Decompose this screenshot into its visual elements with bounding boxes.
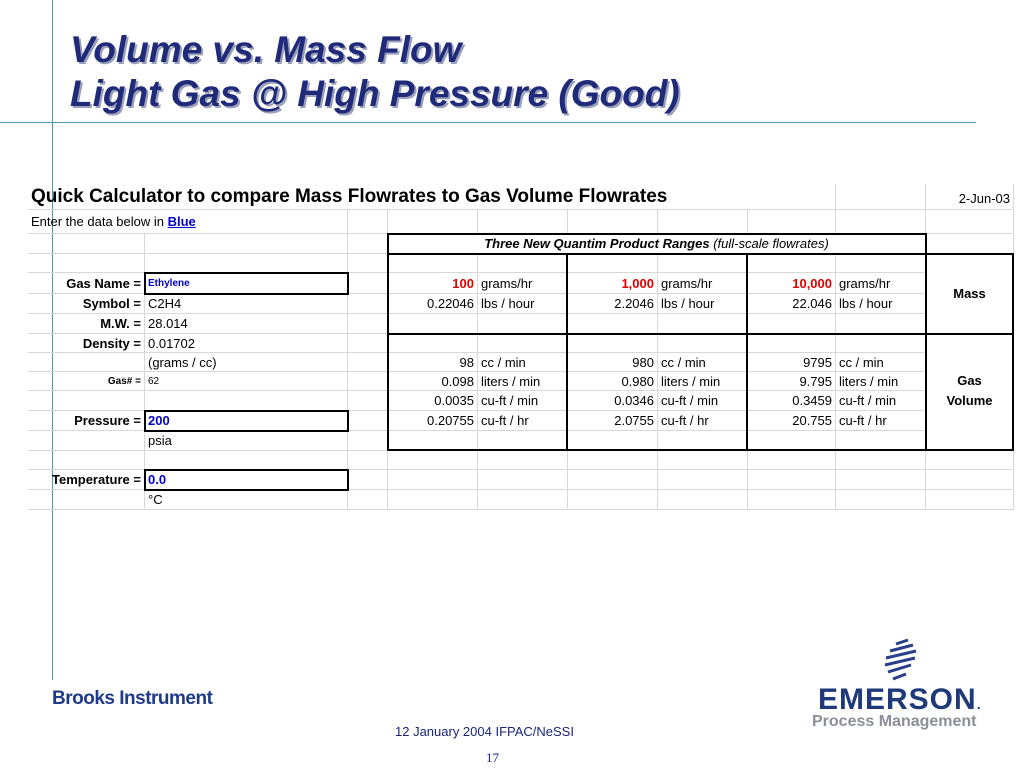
empty-cell xyxy=(348,334,388,353)
range3-cfh-value: 20.755 xyxy=(748,411,836,431)
empty-cell xyxy=(748,210,836,234)
mass-label: Mass xyxy=(926,254,1014,334)
empty-cell xyxy=(926,234,1014,254)
empty-cell xyxy=(145,254,348,273)
gas-volume-label-line1: Gas xyxy=(957,373,982,388)
instruction-text xyxy=(28,210,348,234)
empty-cell xyxy=(568,314,658,334)
empty-cell xyxy=(478,451,568,470)
temperature-label: Temperature = xyxy=(28,470,145,490)
range3-liters-unit: liters / min xyxy=(836,372,926,391)
gas-volume-label xyxy=(926,334,1014,451)
range2-cfh-unit: cu-ft / hr xyxy=(658,411,748,431)
empty-cell xyxy=(478,431,568,451)
range3-lbs-value: 22.046 xyxy=(748,294,836,314)
empty-cell xyxy=(348,254,388,273)
empty-cell xyxy=(568,470,658,490)
mass-volume-divider xyxy=(387,333,927,335)
calculator-heading: Quick Calculator to compare Mass Flowrates to Gas Volume Flowrates xyxy=(28,184,836,210)
empty-cell xyxy=(748,470,836,490)
range2-mass-value: 1,000 xyxy=(568,273,658,294)
range1-cc-unit: cc / min xyxy=(478,353,568,372)
range3-cc-value: 9795 xyxy=(748,353,836,372)
empty-cell xyxy=(658,334,748,353)
empty-cell xyxy=(388,490,478,510)
empty-cell xyxy=(836,210,926,234)
range3-mass-value: 10,000 xyxy=(748,273,836,294)
density-value: 0.01702 xyxy=(145,334,348,353)
ranges-title: Three New Quantim Product Ranges xyxy=(484,236,710,251)
empty-cell xyxy=(388,210,478,234)
instruction-blue-word: Blue xyxy=(167,214,196,229)
range1-cc-value: 98 xyxy=(388,353,478,372)
range3-mass-unit: grams/hr xyxy=(836,273,926,294)
empty-cell xyxy=(836,451,926,470)
empty-cell xyxy=(748,451,836,470)
empty-cell xyxy=(388,470,478,490)
range2-cfm-unit: cu-ft / min xyxy=(658,391,748,411)
range2-cfh-value: 2.0755 xyxy=(568,411,658,431)
empty-cell xyxy=(28,234,145,254)
empty-cell xyxy=(145,451,348,470)
empty-cell xyxy=(658,254,748,273)
empty-cell xyxy=(748,334,836,353)
empty-cell xyxy=(348,451,388,470)
empty-cell xyxy=(926,470,1014,490)
gas-number-value: 62 xyxy=(145,372,348,391)
empty-cell xyxy=(388,314,478,334)
empty-cell xyxy=(348,234,388,254)
range1-lbs-unit: lbs / hour xyxy=(478,294,568,314)
empty-cell xyxy=(836,470,926,490)
empty-cell xyxy=(348,353,388,372)
empty-cell xyxy=(478,210,568,234)
empty-cell xyxy=(658,451,748,470)
empty-cell xyxy=(926,490,1014,510)
empty-cell xyxy=(388,254,478,273)
gas-name-label: Gas Name = xyxy=(28,273,145,294)
mw-label: M.W. = xyxy=(28,314,145,334)
empty-cell xyxy=(748,254,836,273)
empty-cell xyxy=(568,210,658,234)
empty-cell xyxy=(568,451,658,470)
empty-cell xyxy=(348,391,388,411)
instruction-prefix: Enter the data below in xyxy=(31,214,168,229)
empty-cell xyxy=(28,254,145,273)
empty-cell xyxy=(348,411,388,431)
range1-liters-value: 0.098 xyxy=(388,372,478,391)
gas-name-input[interactable]: Ethylene xyxy=(145,273,348,294)
empty-cell xyxy=(388,334,478,353)
pressure-input[interactable]: 200 xyxy=(145,411,348,431)
range2-lbs-unit: lbs / hour xyxy=(658,294,748,314)
page-number: 17 xyxy=(486,750,499,765)
symbol-label: Symbol = xyxy=(28,294,145,314)
empty-cell xyxy=(28,353,145,372)
range1-cfh-unit: cu-ft / hr xyxy=(478,411,568,431)
density-label: Density = xyxy=(28,334,145,353)
symbol-value: C2H4 xyxy=(145,294,348,314)
slide-title-line-1: Volume vs. Mass Flow xyxy=(70,29,462,70)
empty-cell xyxy=(348,314,388,334)
range2-cc-unit: cc / min xyxy=(658,353,748,372)
gas-volume-label-line2: Volume xyxy=(946,393,993,408)
pressure-label: Pressure = xyxy=(28,411,145,431)
empty-cell xyxy=(836,254,926,273)
range2-liters-unit: liters / min xyxy=(658,372,748,391)
emerson-subtitle: Process Management xyxy=(812,713,977,730)
range2-mass-unit: grams/hr xyxy=(658,273,748,294)
range1-mass-value: 100 xyxy=(388,273,478,294)
empty-cell xyxy=(568,254,658,273)
empty-cell xyxy=(28,431,145,451)
empty-cell xyxy=(926,210,1014,234)
empty-cell xyxy=(568,334,658,353)
density-unit: (grams / cc) xyxy=(145,353,348,372)
empty-cell xyxy=(658,210,748,234)
empty-cell xyxy=(748,314,836,334)
empty-cell xyxy=(478,490,568,510)
empty-cell xyxy=(836,184,926,210)
range-divider-2 xyxy=(746,253,748,451)
empty-cell xyxy=(388,431,478,451)
range2-liters-value: 0.980 xyxy=(568,372,658,391)
mw-value: 28.014 xyxy=(145,314,348,334)
gas-number-label: Gas# = xyxy=(28,372,145,391)
empty-cell xyxy=(348,470,388,490)
empty-cell xyxy=(478,314,568,334)
spreadsheet-calculator xyxy=(28,184,1014,512)
empty-cell xyxy=(836,431,926,451)
range3-liters-value: 9.795 xyxy=(748,372,836,391)
empty-cell xyxy=(658,314,748,334)
range1-mass-unit: grams/hr xyxy=(478,273,568,294)
temperature-input[interactable]: 0.0 xyxy=(145,470,348,490)
empty-cell xyxy=(145,391,348,411)
empty-cell xyxy=(348,294,388,314)
emerson-name: EMERSON xyxy=(818,683,977,716)
range2-cc-value: 980 xyxy=(568,353,658,372)
empty-cell xyxy=(28,490,145,510)
empty-cell xyxy=(748,431,836,451)
empty-cell xyxy=(388,451,478,470)
pressure-unit: psia xyxy=(145,431,348,451)
range2-cfm-value: 0.0346 xyxy=(568,391,658,411)
empty-cell xyxy=(748,490,836,510)
empty-cell xyxy=(348,490,388,510)
empty-cell xyxy=(28,391,145,411)
empty-cell xyxy=(568,490,658,510)
temperature-unit: °C xyxy=(145,490,348,510)
range3-lbs-unit: lbs / hour xyxy=(836,294,926,314)
empty-cell xyxy=(836,334,926,353)
empty-cell xyxy=(28,451,145,470)
range3-cfh-unit: cu-ft / hr xyxy=(836,411,926,431)
emerson-wordmark xyxy=(818,683,982,717)
empty-cell xyxy=(658,431,748,451)
range3-cc-unit: cc / min xyxy=(836,353,926,372)
range1-lbs-value: 0.22046 xyxy=(388,294,478,314)
empty-cell xyxy=(658,470,748,490)
empty-cell xyxy=(348,273,388,294)
empty-cell xyxy=(836,314,926,334)
ranges-subtitle: (full-scale flowrates) xyxy=(713,236,829,251)
range-divider-1 xyxy=(566,253,568,451)
range1-cfh-value: 0.20755 xyxy=(388,411,478,431)
range2-lbs-value: 2.2046 xyxy=(568,294,658,314)
empty-cell xyxy=(348,431,388,451)
range3-cfm-value: 0.3459 xyxy=(748,391,836,411)
empty-cell xyxy=(478,334,568,353)
empty-cell xyxy=(478,470,568,490)
date-cell: 2-Jun-03 xyxy=(926,184,1014,210)
slide-title-line-2: Light Gas @ High Pressure (Good) xyxy=(70,73,680,114)
emerson-tm-dot: . xyxy=(976,696,982,712)
empty-cell xyxy=(926,451,1014,470)
ranges-header xyxy=(388,234,926,254)
empty-cell xyxy=(145,234,348,254)
empty-cell xyxy=(658,490,748,510)
empty-cell xyxy=(478,254,568,273)
brooks-instrument-logo: Brooks Instrument xyxy=(52,688,213,709)
empty-cell xyxy=(568,431,658,451)
empty-cell xyxy=(836,490,926,510)
emerson-diamond-logo-icon xyxy=(880,638,920,682)
range1-cfm-unit: cu-ft / min xyxy=(478,391,568,411)
horizontal-accent-line xyxy=(0,122,976,123)
range1-cfm-value: 0.0035 xyxy=(388,391,478,411)
footer-text: 12 January 2004 IFPAC/NeSSI xyxy=(395,724,574,739)
range1-liters-unit: liters / min xyxy=(478,372,568,391)
empty-cell xyxy=(348,372,388,391)
range3-cfm-unit: cu-ft / min xyxy=(836,391,926,411)
empty-cell xyxy=(348,210,388,234)
